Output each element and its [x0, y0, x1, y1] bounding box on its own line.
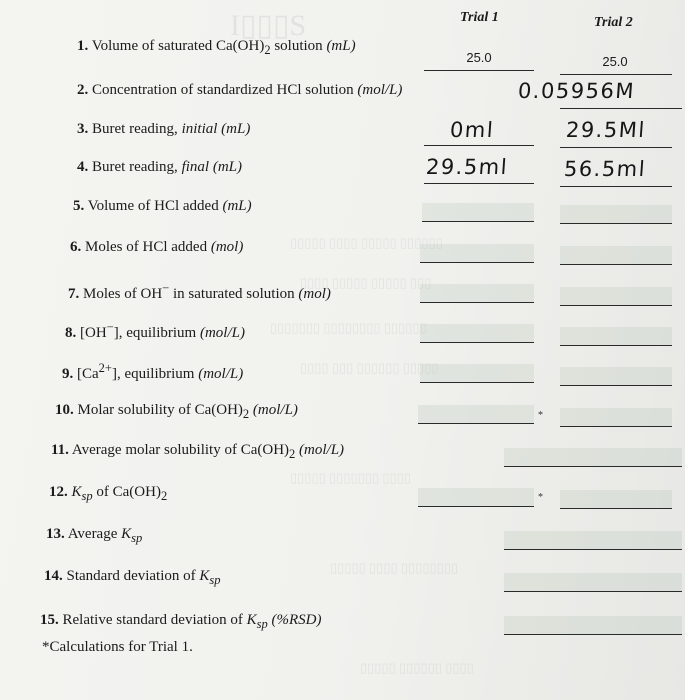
row-9-trial-2-field[interactable]: [560, 367, 672, 386]
sp-subscript: sp: [209, 573, 221, 587]
row-4-trial-2-handwritten: 56.5ml: [563, 157, 647, 181]
row-text: Standard deviation of: [66, 568, 200, 584]
row-unit: (mol/L): [199, 325, 245, 341]
row-6-trial-1-field[interactable]: [420, 244, 534, 263]
row-italic: final: [181, 159, 210, 175]
k-symbol: K: [121, 526, 132, 542]
row-4-trial-2-field[interactable]: [560, 168, 672, 187]
row-8-trial-1-field[interactable]: [420, 324, 534, 343]
row-text: [OH: [80, 325, 107, 341]
row-8-label: [65, 320, 245, 342]
row-number: 13.: [46, 526, 65, 542]
row-5-trial-2-field[interactable]: [560, 205, 672, 224]
row-number: 12.: [49, 484, 68, 500]
row-14-label: [44, 568, 221, 588]
row-number: 11.: [51, 442, 69, 458]
row-13-label: [46, 526, 142, 546]
row-1-label: [77, 38, 356, 58]
row-subscript: 2: [264, 43, 271, 57]
calculations-footnote: *Calculations for Trial 1.: [42, 639, 193, 655]
row-text: Moles of HCl added: [85, 239, 211, 255]
bleed-through-text: ▯▯▯▯▯▯▯ ▯▯▯▯▯▯▯▯ ▯▯▯▯▯▯: [270, 320, 427, 335]
row-number: 7.: [68, 286, 80, 302]
row-subscript: 2: [242, 407, 250, 421]
row-unit: (mol): [210, 239, 244, 255]
k-symbol: K: [246, 612, 257, 628]
row-unit: (mol/L): [357, 82, 403, 98]
row-text: Relative standard deviation of: [62, 612, 247, 628]
sp-subscript: sp: [81, 489, 93, 503]
row-unit: (mol/L): [198, 366, 244, 382]
row-unit: (mL): [326, 38, 356, 54]
row-4-trial-1-field[interactable]: [424, 165, 534, 184]
trial-2-header: Trial 2: [594, 15, 633, 30]
row-3-trial-1-handwritten: 0ml: [449, 118, 495, 142]
row-superscript: −: [106, 320, 114, 334]
row-5-trial-1-field[interactable]: [422, 203, 534, 222]
row-text: [Ca: [77, 366, 99, 382]
row-text: in saturated solution: [169, 286, 299, 302]
row-subscript: 2: [160, 489, 168, 503]
row-8-trial-2-field[interactable]: [560, 327, 672, 346]
bleed-through-text: ▯▯▯▯▯ ▯▯▯▯ ▯▯▯▯▯▯▯▯: [330, 560, 459, 575]
row-10-asterisk: *: [538, 410, 543, 421]
row-number: 5.: [73, 198, 85, 214]
row-4-trial-1-handwritten: 29.5ml: [425, 155, 509, 179]
bleed-through-text: ▯▯▯▯ ▯▯▯ ▯▯▯▯▯▯ ▯▯▯▯▯: [300, 360, 439, 375]
row-1-trial-2-value: 25.0: [602, 54, 628, 69]
bleed-through-text: I▯▯▯S: [230, 9, 307, 42]
row-11-average-field[interactable]: [504, 448, 682, 467]
bleed-through-text: ▯▯▯▯▯ ▯▯▯▯▯▯▯ ▯▯▯▯: [290, 470, 411, 485]
row-7-trial-2-field[interactable]: [560, 287, 672, 306]
row-number: 1.: [77, 38, 89, 54]
row-9-trial-1-field[interactable]: [420, 364, 534, 383]
row-number: 8.: [65, 325, 77, 341]
row-7-trial-1-field[interactable]: [420, 284, 534, 303]
row-unit: (mL): [217, 121, 251, 137]
row-unit: (%RSD): [267, 612, 322, 628]
row-number: 3.: [77, 121, 89, 137]
row-unit: (mL): [209, 159, 242, 175]
row-superscript: −: [162, 281, 170, 295]
row-3-label: [77, 121, 250, 138]
row-text: Volume of HCl added: [87, 198, 223, 214]
row-6-label: [70, 239, 243, 256]
bleed-through-text: ▯▯▯▯▯ ▯▯▯▯ ▯▯▯▯▯ ▯▯▯▯▯▯: [290, 235, 443, 250]
row-6-trial-2-field[interactable]: [560, 246, 672, 265]
row-italic: initial: [181, 121, 218, 137]
row-2-label: [77, 82, 402, 99]
row-number: 9.: [62, 366, 74, 382]
row-3-trial-2-handwritten: 29.5Ml: [565, 118, 647, 142]
row-12-asterisk: *: [538, 492, 543, 503]
row-text: Average molar solubility of Ca(OH): [71, 442, 290, 458]
row-12-trial-1-field[interactable]: [418, 488, 534, 507]
row-2-trial-2-field[interactable]: [560, 90, 682, 109]
row-15-field[interactable]: [504, 616, 682, 635]
k-symbol: K: [71, 484, 82, 500]
row-text: solution: [270, 38, 327, 54]
row-text: of Ca(OH): [92, 484, 161, 500]
row-7-label: [68, 281, 331, 303]
row-12-trial-2-field[interactable]: [560, 490, 672, 509]
row-text: Molar solubility of Ca(OH): [77, 402, 243, 418]
row-superscript: 2+: [98, 361, 112, 375]
k-symbol: K: [199, 568, 210, 584]
row-3-trial-1-field[interactable]: [424, 127, 534, 146]
row-text: Moles of OH: [83, 286, 163, 302]
row-text: Average: [67, 526, 122, 542]
row-number: 14.: [44, 568, 63, 584]
row-number: 10.: [55, 402, 74, 418]
row-subscript: 2: [289, 447, 296, 461]
row-13-average-field[interactable]: [504, 531, 682, 550]
row-10-trial-2-field[interactable]: [560, 408, 672, 427]
row-number: 6.: [70, 239, 82, 255]
row-text: Buret reading,: [92, 121, 182, 137]
row-number: 4.: [77, 159, 89, 175]
row-number: 15.: [40, 612, 59, 628]
row-1-trial-2-field[interactable]: [560, 56, 672, 75]
row-14-field[interactable]: [504, 573, 682, 592]
row-9-label: [62, 361, 243, 383]
row-10-label: [55, 402, 298, 422]
row-text: Buret reading,: [92, 159, 182, 175]
row-10-trial-1-field[interactable]: [418, 405, 534, 424]
row-unit: (mol/L): [252, 402, 298, 418]
row-unit: (mL): [222, 198, 252, 214]
row-text: ], equilibrium: [113, 325, 200, 341]
row-12-label: [49, 484, 167, 504]
row-text: Concentration of standardized HCl solution: [92, 82, 358, 98]
row-number: 2.: [77, 82, 89, 98]
row-text: ], equilibrium: [111, 366, 199, 382]
row-3-trial-2-field[interactable]: [560, 129, 672, 148]
row-text: Volume of saturated Ca(OH): [91, 38, 265, 54]
bleed-through-text: ▯▯▯▯ ▯▯▯▯▯ ▯▯▯▯▯ ▯▯▯: [300, 275, 432, 290]
sp-subscript: sp: [131, 531, 143, 545]
row-4-label: [77, 159, 242, 176]
bleed-through-text: ▯▯▯▯▯ ▯▯▯▯▯▯ ▯▯▯▯: [360, 660, 474, 675]
row-5-label: [73, 198, 252, 215]
row-15-label: [40, 612, 321, 632]
sp-subscript: sp: [256, 617, 268, 631]
row-2-trial-2-handwritten: 0.05956M: [517, 79, 636, 103]
row-1-trial-1-value: 25.0: [466, 50, 492, 65]
row-11-label: [51, 442, 344, 462]
row-unit: (mol/L): [299, 442, 345, 458]
trial-1-header: Trial 1: [460, 10, 499, 25]
row-1-trial-1-line: [424, 52, 534, 71]
row-unit: (mol): [298, 286, 331, 302]
